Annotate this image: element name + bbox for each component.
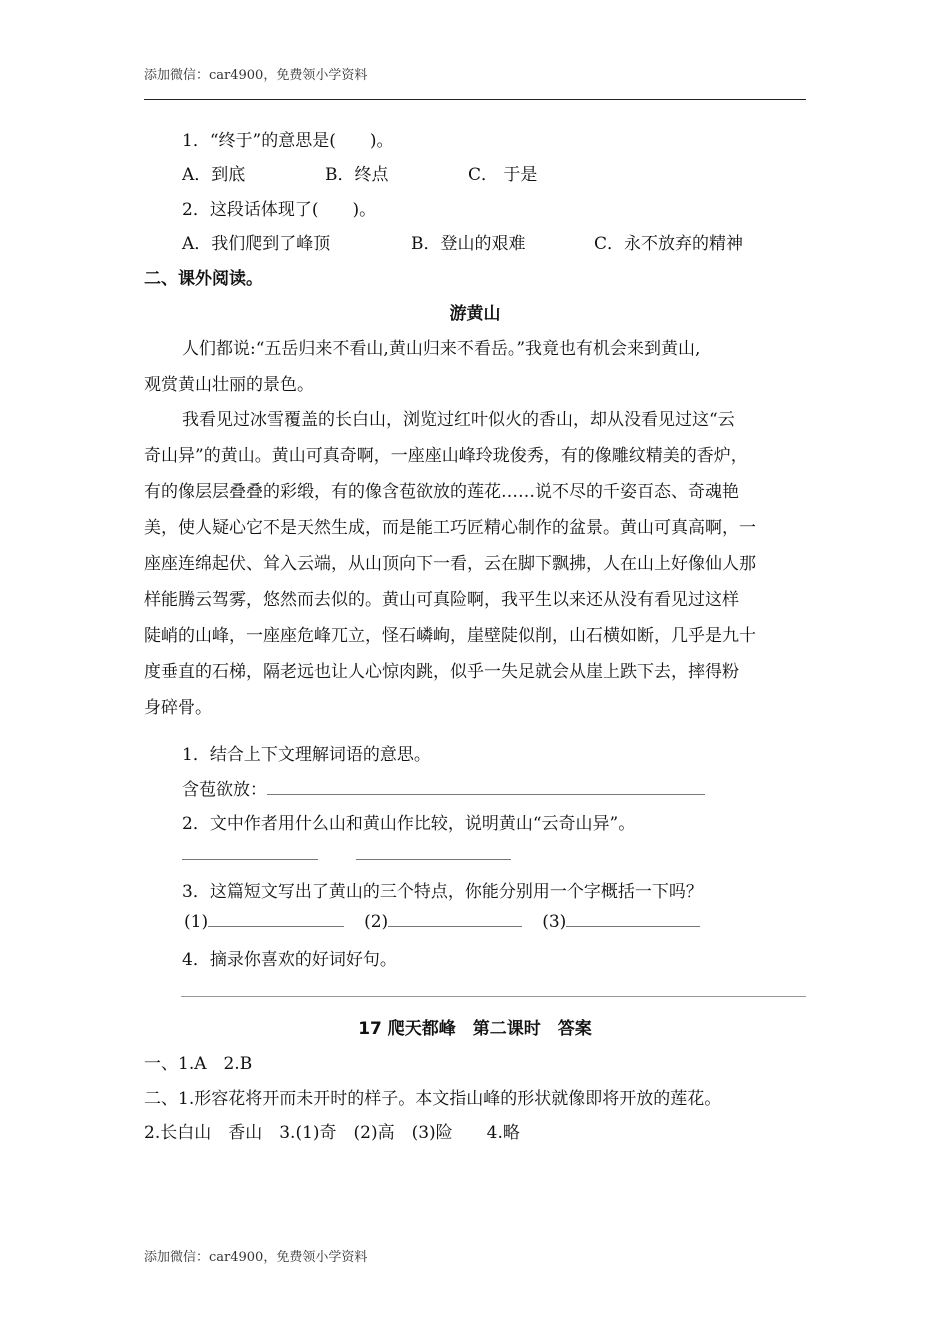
q1-text: 1．“终于”的意思是( )。 [182,131,394,151]
passage-line: 座座连绵起伏、耸入云端，从山顶向下一看，云在脚下飘拂，人在山上好像仙人那 [144,554,756,574]
answer-line: 二、1.形容花将开而未开时的样子。本文指山峰的形状就像即将开放的莲花。 [144,1089,722,1109]
question-3: 3．这篇短文写出了黄山的三个特点，你能分别用一个字概括一下吗？ [182,882,703,902]
question-2: 2．文中作者用什么山和黄山作比较，说明黄山“云奇山异”。 [182,814,636,834]
section-heading: 二、课外阅读。 [144,269,263,289]
q4-answer-line[interactable] [181,996,806,997]
answer-line: 一、1.A 2.B [144,1054,253,1074]
q1-option-b: B．终点 [325,165,389,185]
question-1: 1．结合上下文理解词语的意思。 [182,745,431,765]
q2-option-a: A．我们爬到了峰顶 [182,234,331,254]
passage-line: 奇山异”的黄山。黄山可真奇啊，一座座山峰玲珑俊秀，有的像雕纹精美的香炉， [144,446,748,466]
q3-answer-blank-3[interactable] [566,925,700,927]
passage-line: 有的像层层叠叠的彩缎，有的像含苞欲放的莲花……说不尽的千姿百态、奇魂艳 [144,482,739,502]
page-header: 添加微信：car4900，免费领小学资料 [144,68,368,83]
question-4: 4．摘录你喜欢的好词好句。 [182,950,397,970]
q1-options [182,160,537,185]
q3-label-3: (3) [542,912,567,932]
passage-line: 样能腾云驾雾，悠然而去似的。黄山可真险啊，我平生以来还从没有看见过这样 [144,590,739,610]
q2-options [182,229,743,254]
q1-term-row [182,775,705,800]
q3-answer-blank-1[interactable] [208,925,344,927]
header-divider [144,99,806,100]
passage-line: 人们都说:“五岳归来不看山,黄山归来不看岳。”我竟也有机会来到黄山, [182,339,701,359]
passage-line: 我看见过冰雪覆盖的长白山，浏览过红叶似火的香山，却从没看见过这“云 [182,410,735,430]
q1-option-a: A．到底 [182,165,246,185]
page-footer: 添加微信：car4900，免费领小学资料 [144,1250,368,1265]
q3-answer-row [184,912,700,932]
q1-option-c: C． 于是 [468,165,538,185]
q1-answer-blank[interactable] [267,793,705,795]
passage-line: 身碎骨。 [144,698,212,718]
q2-option-c: C．永不放弃的精神 [594,234,744,254]
q2-answer-row [182,845,511,865]
q2-option-b: B．登山的艰难 [411,234,526,254]
answers-title: 17 爬天都峰 第二课时 答案 [358,1019,592,1039]
passage-line: 观赏黄山壮丽的景色。 [144,375,314,395]
q1-term-label: 含苞欲放： [182,780,267,800]
q3-answer-blank-2[interactable] [388,925,522,927]
q2-answer-blank-1[interactable] [182,858,318,860]
q3-label-1: (1) [184,912,209,932]
passage-line: 度垂直的石梯，隔老远也让人心惊肉跳，似乎一失足就会从崖上跌下去，摔得粉 [144,662,739,682]
passage-line: 美，使人疑心它不是天然生成，而是能工巧匠精心制作的盆景。黄山可真高啊，一 [144,518,756,538]
answer-line: 2.长白山 香山 3.(1)奇 (2)高 (3)险 4.略 [144,1123,520,1143]
passage-line: 陡峭的山峰，一座座危峰兀立，怪石嶙峋，崖壁陡似削，山石横如断，几乎是九十 [144,626,756,646]
q2-text: 2．这段话体现了( )。 [182,200,377,220]
q3-label-2: (2) [364,912,389,932]
q2-answer-blank-2[interactable] [356,858,511,860]
passage-title: 游黄山 [449,304,501,324]
